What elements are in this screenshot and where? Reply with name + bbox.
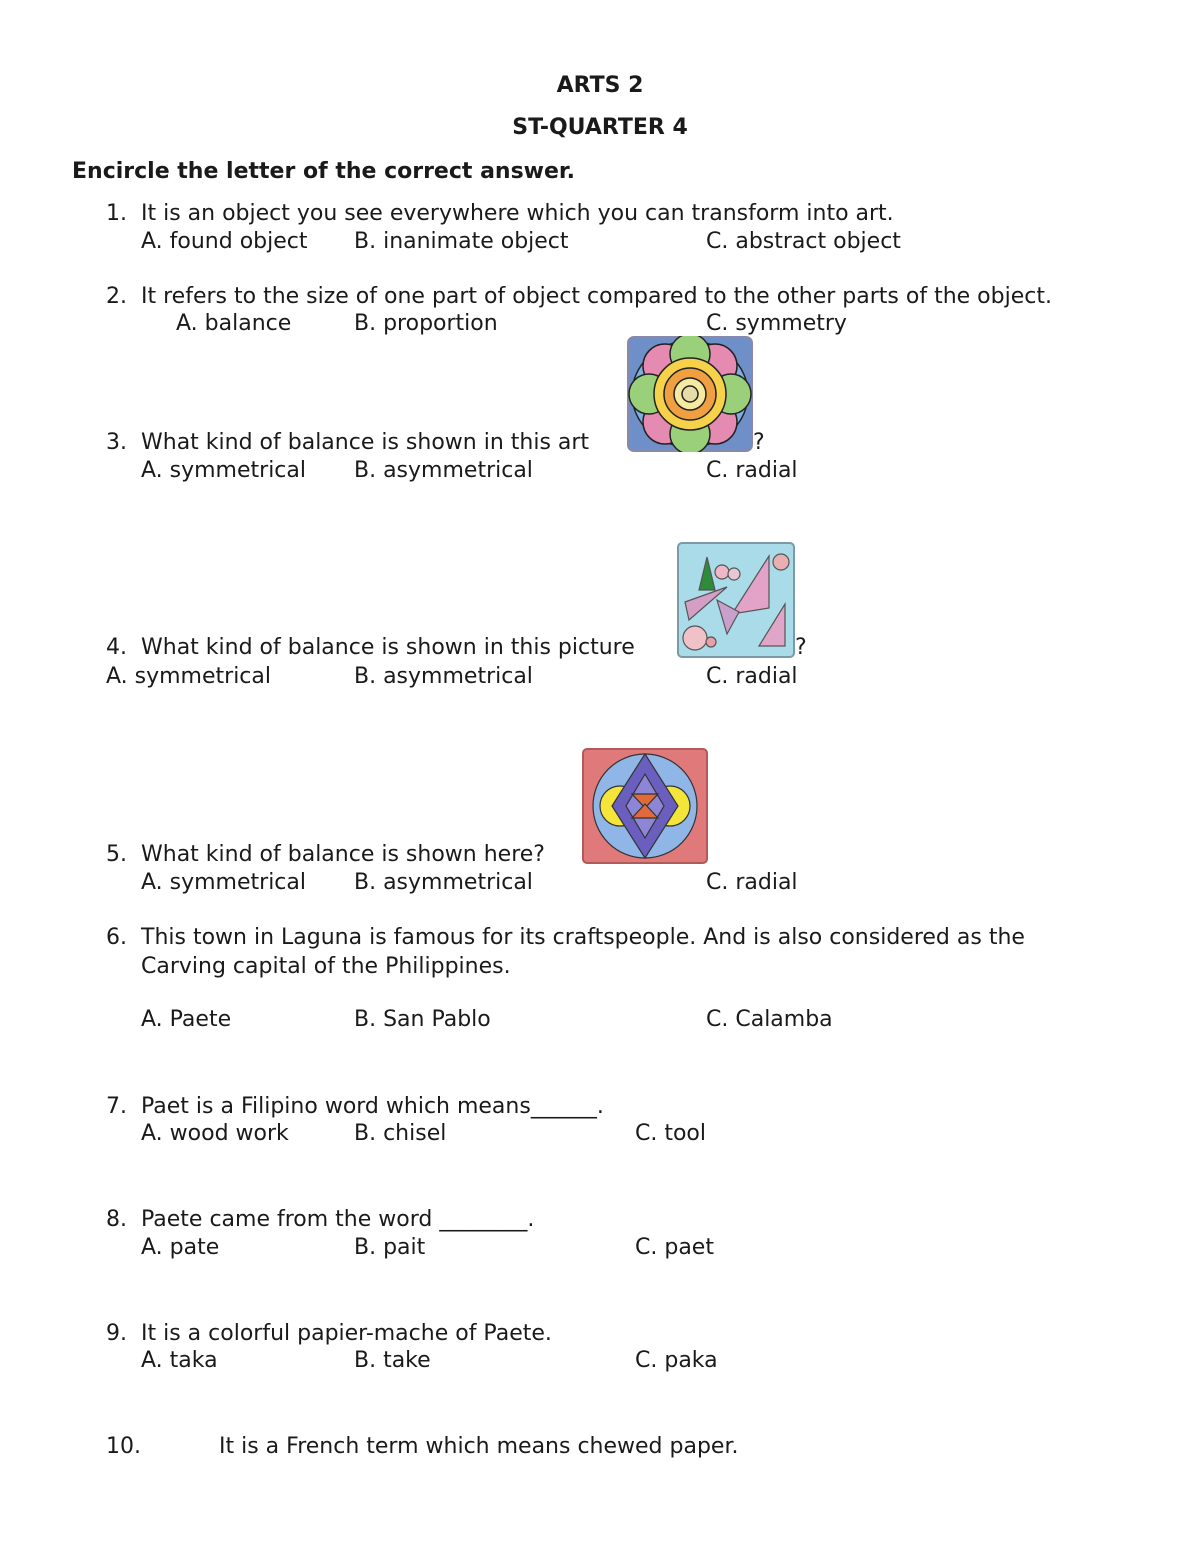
choice-a[interactable]: A. symmetrical <box>106 664 271 689</box>
question-number: 5. <box>106 842 127 867</box>
asymmetrical-shapes-image <box>677 542 795 658</box>
choice-c[interactable]: C. Calamba <box>706 1007 833 1032</box>
choice-a[interactable]: A. found object <box>141 229 308 254</box>
question-text: Paete came from the word ________. <box>141 1207 535 1232</box>
question-number: 6. <box>106 925 127 950</box>
choice-c[interactable]: C. radial <box>706 664 798 689</box>
choice-c[interactable]: C. symmetry <box>706 311 847 336</box>
choice-c[interactable]: C. tool <box>635 1121 707 1146</box>
question-number: 10. <box>106 1434 141 1459</box>
question-number: 9. <box>106 1321 127 1346</box>
question-number: 8. <box>106 1207 127 1232</box>
choice-a[interactable]: A. symmetrical <box>141 458 306 483</box>
question-number: 3. <box>106 430 127 455</box>
choice-b[interactable]: B. pait <box>354 1235 426 1260</box>
instruction: Encircle the letter of the correct answer. <box>72 159 575 184</box>
question-number: 2. <box>106 284 127 309</box>
page-title: ARTS 2 <box>556 73 644 98</box>
choice-b[interactable]: B. San Pablo <box>354 1007 491 1032</box>
choice-b[interactable]: B. chisel <box>354 1121 447 1146</box>
question-text: This town in Laguna is famous for its craftspeople. And is also considered as the <box>141 925 1025 950</box>
choice-a[interactable]: A. wood work <box>141 1121 289 1146</box>
question-text-line2: Carving capital of the Philippines. <box>141 954 511 979</box>
choice-c[interactable]: C. radial <box>706 870 798 895</box>
question-text: It is a colorful papier-mache of Paete. <box>141 1321 552 1346</box>
choice-a[interactable]: A. Paete <box>141 1007 232 1032</box>
choice-b[interactable]: B. take <box>354 1348 431 1373</box>
question-text: It is a French term which means chewed paper. <box>219 1434 739 1459</box>
choice-a[interactable]: A. pate <box>141 1235 220 1260</box>
choice-c[interactable]: C. radial <box>706 458 798 483</box>
choice-c[interactable]: C. paka <box>635 1348 718 1373</box>
symmetrical-diamond-image <box>582 748 708 864</box>
question-text: What kind of balance is shown here? <box>141 842 545 867</box>
question-mark: ? <box>795 635 807 660</box>
choice-b[interactable]: B. proportion <box>354 311 498 336</box>
choice-a[interactable]: A. symmetrical <box>141 870 306 895</box>
choice-b[interactable]: B. asymmetrical <box>354 458 533 483</box>
choice-b[interactable]: B. asymmetrical <box>354 870 533 895</box>
choice-c[interactable]: C. abstract object <box>706 229 901 254</box>
question-mark: ? <box>753 430 765 455</box>
question-number: 1. <box>106 201 127 226</box>
question-text: Paet is a Filipino word which means______. <box>141 1094 604 1119</box>
choice-c[interactable]: C. paet <box>635 1235 714 1260</box>
choice-b[interactable]: B. asymmetrical <box>354 664 533 689</box>
radial-flower-image <box>627 336 753 452</box>
question-text: It refers to the size of one part of object compared to the other parts of the object. <box>141 284 1052 309</box>
choice-b[interactable]: B. inanimate object <box>354 229 569 254</box>
question-number: 4. <box>106 635 127 660</box>
choice-a[interactable]: A. taka <box>141 1348 218 1373</box>
question-text: What kind of balance is shown in this picture <box>141 635 635 660</box>
question-text: It is an object you see everywhere which you can transform into art. <box>141 201 894 226</box>
question-text: What kind of balance is shown in this art <box>141 430 590 455</box>
question-number: 7. <box>106 1094 127 1119</box>
choice-a[interactable]: A. balance <box>176 311 292 336</box>
page-subtitle: ST-QUARTER 4 <box>512 115 688 140</box>
